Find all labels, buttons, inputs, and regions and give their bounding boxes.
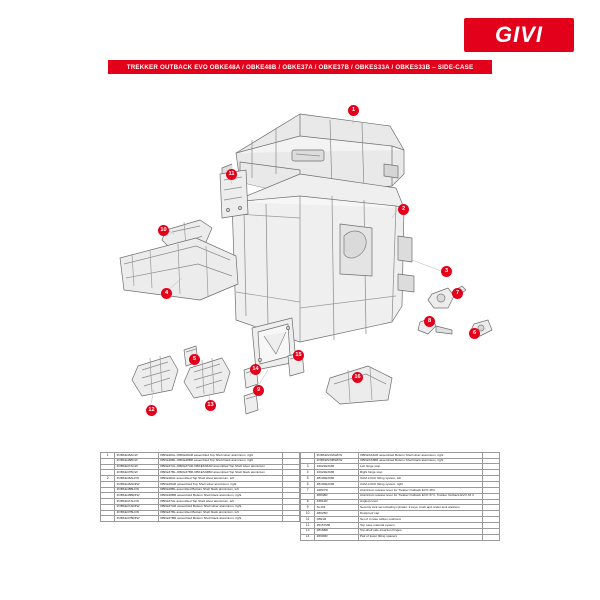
part-description: OBKE37AL assembled Top Shell silver aluminium, left — [158, 499, 282, 505]
part-description: Right hinge stop — [358, 470, 482, 476]
part-code: Z8025R — [315, 511, 358, 517]
part-code: ZOBKE37ACW — [115, 464, 158, 470]
part-code: ZOBKE48BLFW — [115, 487, 158, 493]
part-description: Aluminium release lever for Trekker Outback EVO 37 lt, Trekker Outback EVO 33 lt — [358, 493, 482, 499]
part-description: CAM-LOCK fitting system, left — [358, 476, 482, 482]
part-code: ZOBKE37ALFW — [115, 499, 158, 505]
part-description: OBKE37BR assembled Bottom Shell black aluminium, right — [158, 516, 282, 522]
part-code: Z4922EXMR — [315, 464, 358, 470]
callout-10: 10 — [158, 225, 169, 236]
part-number: 1 — [101, 453, 115, 459]
part-code: ZOBKE48ALFW — [115, 476, 158, 482]
part-description: Dustproof cap — [358, 511, 482, 517]
part-description: OBKE48AR assembled Top Shell silver aluminium, right — [158, 481, 282, 487]
part-description: Pair of lower fitting spacers — [358, 534, 482, 540]
part-number: 10 — [301, 511, 315, 517]
part-code: ZOBKE37ARFW — [115, 504, 158, 510]
parts-table-left — [100, 452, 300, 522]
part-number: 9 — [301, 505, 315, 511]
part-description: OBKE48BL-OBKE48BR assembled Top Shell black aluminium, right — [158, 458, 282, 464]
part-code: ZOBKE48BCW — [115, 458, 158, 464]
part-number: 11 — [301, 517, 315, 523]
long-rail-part — [120, 238, 238, 300]
part-description: Security lock set including cylinder, 2 keys, bush and under-lock washers — [358, 505, 482, 511]
part-qty — [282, 516, 299, 522]
page-title: TREKKER OUTBACK EVO OBKE48A / OBKE48B / OBKE37A / OBKE37B / OBKES33A / OBKES33B – SIDE-CASE — [126, 63, 474, 71]
part-number: 4 — [301, 470, 315, 476]
part-code: ZOBKES33BWFW — [315, 458, 358, 464]
part-description: Set of 4 case rubber cushions — [358, 517, 482, 523]
part-number: 14 — [301, 534, 315, 540]
part-description: OBKE37BL-OBKE37BR-OBKES33BR assembled Top Shell black aluminium — [158, 470, 282, 476]
part-number: 12 — [301, 522, 315, 528]
callout-6: 6 — [469, 328, 480, 339]
part-description: OBKE48AL assembled Top Shell silver aluminium, left — [158, 476, 282, 482]
part-description: Angled cover — [358, 499, 482, 505]
part-number: 8 — [301, 499, 315, 505]
part-description: Aluminium release lever for Trekker Outback EVO 48 lt — [358, 487, 482, 493]
diagram-svg — [0, 78, 600, 438]
part-description: OBKE37AR assembled Bottom Shell silver aluminium, right — [158, 504, 282, 510]
callout-15: 15 — [293, 350, 304, 361]
hinge-cluster-part — [132, 356, 178, 396]
part-code: ZOBKE37BRFW — [115, 516, 158, 522]
callout-4: 4 — [161, 288, 172, 299]
part-number: 2 — [101, 476, 115, 482]
callout-16: 16 — [352, 372, 363, 383]
callout-12: 12 — [146, 405, 157, 416]
part-description: CAM-LOCK fitting system, right — [358, 482, 482, 488]
part-code: ZOBKE37BCW — [115, 470, 158, 476]
part-code: D891R — [315, 517, 358, 523]
part-description: OBKE48BL assembled Bottom Shell black aluminium, left — [158, 487, 282, 493]
part-number: 6 — [301, 482, 315, 488]
parts-table-right — [300, 452, 500, 541]
callout-13: 13 — [205, 400, 216, 411]
part-code: Z8100EXMR — [315, 482, 358, 488]
callout-2: 2 — [398, 204, 409, 215]
givi-logo — [464, 18, 574, 52]
part-qty — [482, 534, 499, 540]
part-code: ZOBKE48ARFW — [115, 481, 158, 487]
parts-tables — [0, 452, 600, 598]
part-description: OBKES33BR assembled Bottom Shell black aluminium, right — [358, 458, 482, 464]
part-code: Z6848R — [315, 493, 358, 499]
exploded-diagram — [0, 78, 600, 438]
part-code: SL161 — [315, 505, 358, 511]
part-number: 13 — [301, 528, 315, 534]
callout-3: 3 — [441, 266, 452, 277]
part-description: OBKE37AL-OBKE37AR-OBKES33AR assembled Top Shell silver aluminium — [158, 464, 282, 470]
part-code: Z6900R — [315, 534, 358, 540]
part-description: Left hinge stop — [358, 464, 482, 470]
callout-8: 8 — [424, 316, 435, 327]
callout-7: 7 — [452, 288, 463, 299]
part-description: Top-shell side-insertion hinges — [358, 528, 482, 534]
callout-1: 1 — [348, 105, 359, 116]
part-description: OBKE37BL assembled Bottom Shell black aluminium, left — [158, 510, 282, 516]
part-code: ZOBKE48ACW — [115, 453, 158, 459]
part-code: Z4812R — [315, 499, 358, 505]
callout-9: 9 — [253, 385, 264, 396]
page-title-bar — [108, 60, 492, 74]
callout-5: 5 — [189, 354, 200, 365]
part-description: OBKE48AL-OBKE48AR assembled Top Shell silver aluminium, right — [158, 453, 282, 459]
part-code: ZOBKES33AWFW — [315, 453, 358, 459]
part-number: 5 — [301, 476, 315, 482]
part-code: Z6157MR — [315, 522, 358, 528]
part-code: ZOBKE37BLFW — [115, 510, 158, 516]
part-code: Z816BR — [315, 528, 358, 534]
table-row — [101, 516, 300, 522]
part-code: ZOBKE48BRFW — [115, 493, 158, 499]
part-code: Z8100EXMR — [315, 476, 358, 482]
table-row — [301, 534, 500, 540]
part-number — [101, 516, 115, 522]
callout-11: 11 — [226, 169, 237, 180]
part-description: OBKE48BR assembled Bottom Shell black aluminium, right — [158, 493, 282, 499]
brand-name: GIVI — [494, 22, 543, 47]
part-number: 7 — [301, 487, 315, 493]
part-description: OBKES33AR assembled Bottom Shell silver aluminium, right — [358, 453, 482, 459]
bottom-shell-part — [232, 174, 414, 342]
part-number: 3 — [301, 464, 315, 470]
callout-14: 14 — [250, 364, 261, 375]
part-code: Z480YR — [315, 487, 358, 493]
part-code: Z4922EXMR — [315, 470, 358, 476]
part-description: Top case material system — [358, 522, 482, 528]
